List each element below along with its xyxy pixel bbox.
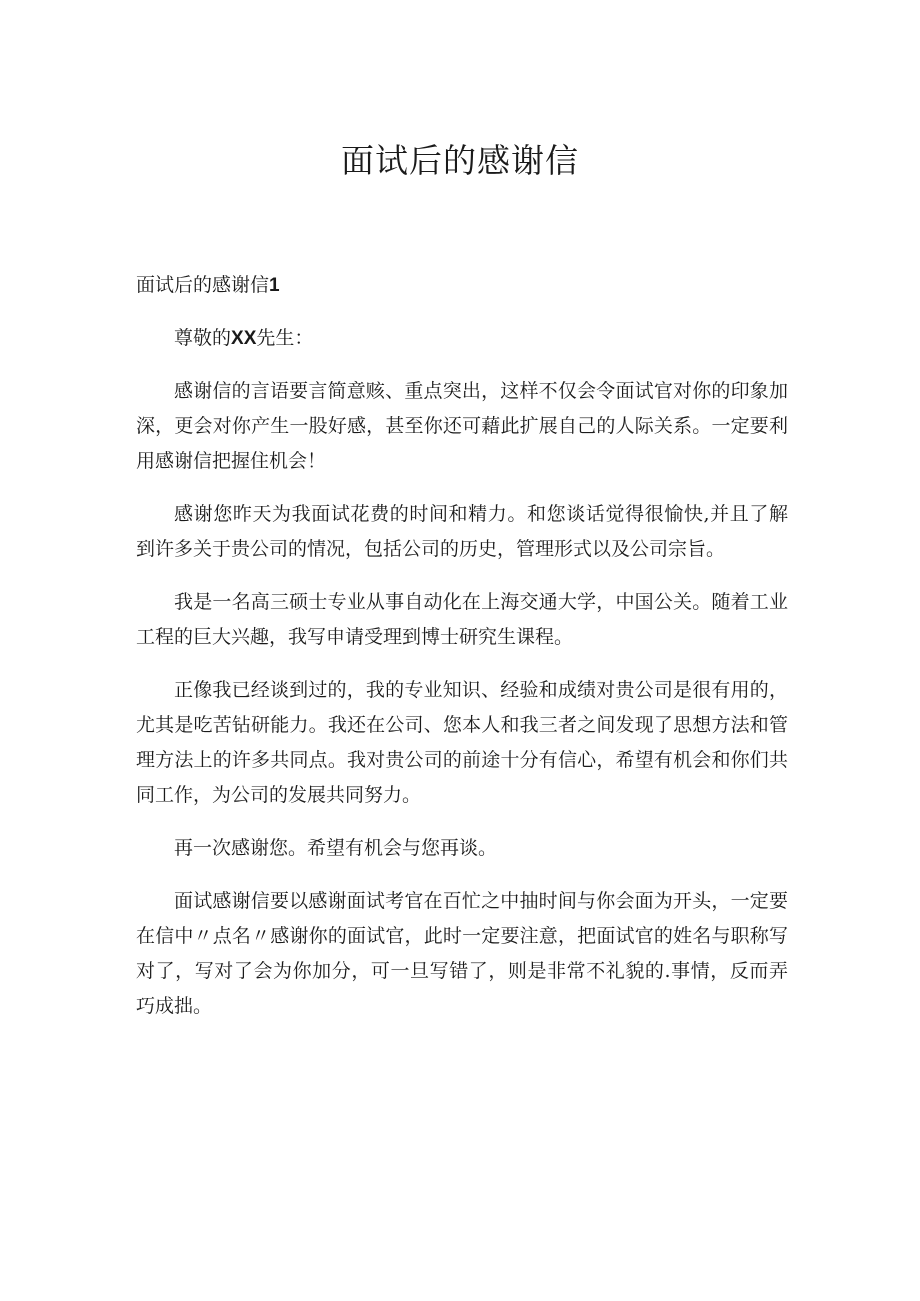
salutation-name: XX (231, 328, 257, 349)
salutation (136, 321, 788, 356)
paragraph: 面试感谢信要以感谢面试考官在百忙之中抽时间与你会面为开头，一定要在信中〃点名〃感谢你的面试官，此时一定要注意，把面试官的姓名与职称写对了，写对了会为你加分，可一旦写错了，则是非常不礼貌的.事情，反而弄巧成拙。 (136, 890, 788, 1017)
document-body (136, 268, 788, 1042)
salutation-suffix: 先生： (256, 327, 314, 349)
section-heading (136, 268, 788, 303)
document-title: 面试后的感谢信 (341, 141, 579, 180)
paragraph: 感谢您昨天为我面试花费的时间和精力。和您谈话觉得很愉快,并且了解到许多关于贵公司的情况，包括公司的历史，管理形式以及公司宗旨。 (136, 503, 788, 560)
salutation-prefix: 尊敬的 (174, 327, 232, 349)
paragraph: 我是一名高三硕士专业从事自动化在上海交通大学，中国公关。随着工业工程的巨大兴趣，我写申请受理到博士研究生课程。 (136, 591, 788, 648)
paragraph: 正像我已经谈到过的，我的专业知识、经验和成绩对贵公司是很有用的，尤其是吃苦钻研能力。我还在公司、您本人和我三者之间发现了思想方法和管理方法上的许多共同点。我对贵公司的前途十分有信心，希望有机会和你们共同工作，为公司的发展共同努力。 (136, 679, 788, 806)
paragraph: 感谢信的言语要言简意赅、重点突出，这样不仅会令面试官对你的印象加深，更会对你产生一股好感，甚至你还可藉此扩展自己的人际关系。一定要利用感谢信把握住机会！ (136, 380, 788, 472)
paragraph: 再一次感谢您。希望有机会与您再谈。 (174, 837, 498, 859)
section-number: 1 (269, 275, 280, 296)
section-heading-text: 面试后的感谢信 (136, 274, 270, 296)
